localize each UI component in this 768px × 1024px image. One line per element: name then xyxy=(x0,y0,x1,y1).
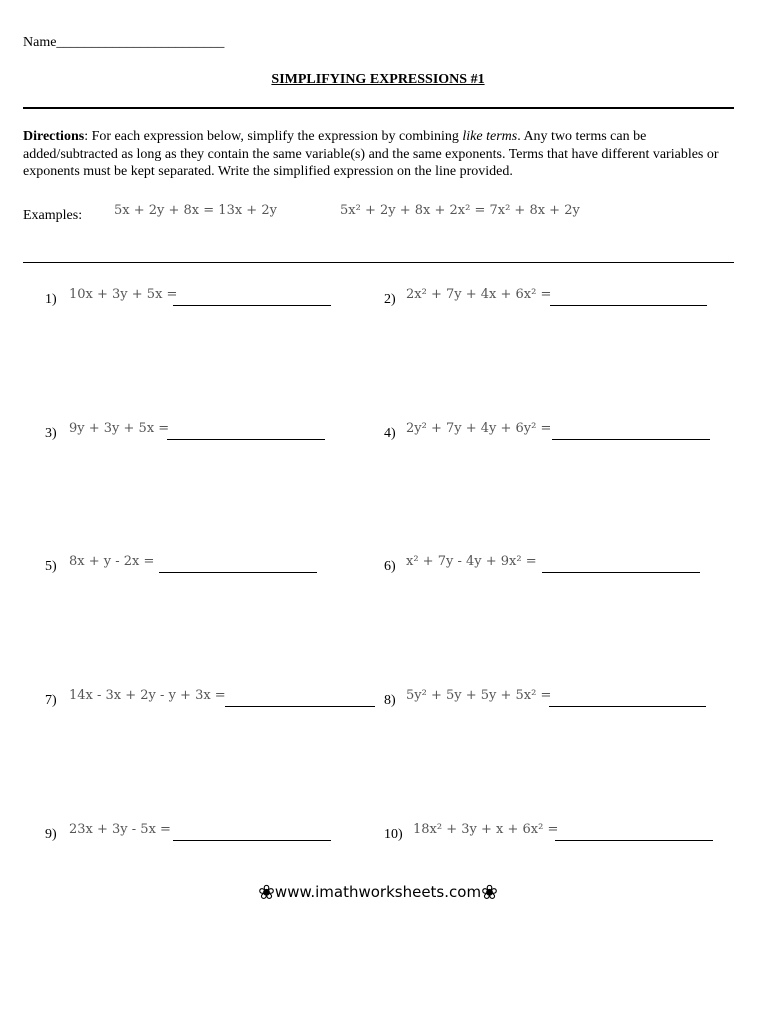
problem-expression: 10x + 3y + 5x = xyxy=(69,287,178,302)
example-2: 5x² + 2y + 8x + 2x² = 7x² + 8x + 2y xyxy=(340,203,580,218)
answer-line[interactable] xyxy=(159,571,317,573)
problem-number: 3) xyxy=(45,426,57,441)
answer-line[interactable] xyxy=(225,705,375,707)
answer-line[interactable] xyxy=(173,839,331,841)
worksheet-title: SIMPLIFYING EXPRESSIONS #1 xyxy=(271,72,485,87)
problem-number: 5) xyxy=(45,559,57,574)
directions-text-1: : For each expression below, simplify the expression by combining xyxy=(84,129,463,144)
answer-line[interactable] xyxy=(550,304,707,306)
answer-line[interactable] xyxy=(549,705,706,707)
flower-icon: ❀ xyxy=(481,880,498,904)
problem-number: 6) xyxy=(384,559,396,574)
flower-icon: ❀ xyxy=(258,880,275,904)
examples-divider xyxy=(23,262,734,263)
answer-line[interactable] xyxy=(552,438,710,440)
problem-expression: 2x² + 7y + 4x + 6x² = xyxy=(406,287,552,302)
problem-expression: 23x + 3y - 5x = xyxy=(69,822,171,837)
problem-number: 8) xyxy=(384,693,396,708)
problem-number: 9) xyxy=(45,827,57,842)
problem-number: 2) xyxy=(384,292,396,307)
footer-website[interactable] xyxy=(0,880,756,904)
examples-label: Examples: xyxy=(23,208,83,223)
problem-expression: x² + 7y - 4y + 9x² = xyxy=(406,554,537,569)
header-divider xyxy=(23,107,734,109)
problem-number: 7) xyxy=(45,693,57,708)
name-field-label: Name________________________ xyxy=(23,35,225,50)
directions-label: Directions xyxy=(23,129,85,144)
problem-number: 1) xyxy=(45,292,57,307)
problem-expression: 5y² + 5y + 5y + 5x² = xyxy=(406,688,552,703)
problem-expression: 2y² + 7y + 4y + 6y² = xyxy=(406,421,552,436)
answer-line[interactable] xyxy=(542,571,700,573)
website-link[interactable]: www.imathworksheets.com xyxy=(274,883,482,901)
directions-emphasis: like terms xyxy=(462,129,518,144)
problem-number: 4) xyxy=(384,426,396,441)
directions-text-2: . Any two terms can be added/subtracted as long as they contain the same variable(s) and the same exponents. Terms that have different variables or exponents must be kept separated. Write the simplified expression on the line provided. xyxy=(23,129,719,179)
directions-paragraph xyxy=(23,128,735,181)
example-1: 5x + 2y + 8x = 13x + 2y xyxy=(114,203,277,218)
problem-expression: 14x - 3x + 2y - y + 3x = xyxy=(69,688,226,703)
answer-line[interactable] xyxy=(173,304,331,306)
problem-expression: 8x + y - 2x = xyxy=(69,554,155,569)
answer-line[interactable] xyxy=(555,839,713,841)
answer-line[interactable] xyxy=(167,438,325,440)
problem-expression: 18x² + 3y + x + 6x² = xyxy=(413,822,559,837)
problem-expression: 9y + 3y + 5x = xyxy=(69,421,170,436)
problem-number: 10) xyxy=(384,827,403,842)
